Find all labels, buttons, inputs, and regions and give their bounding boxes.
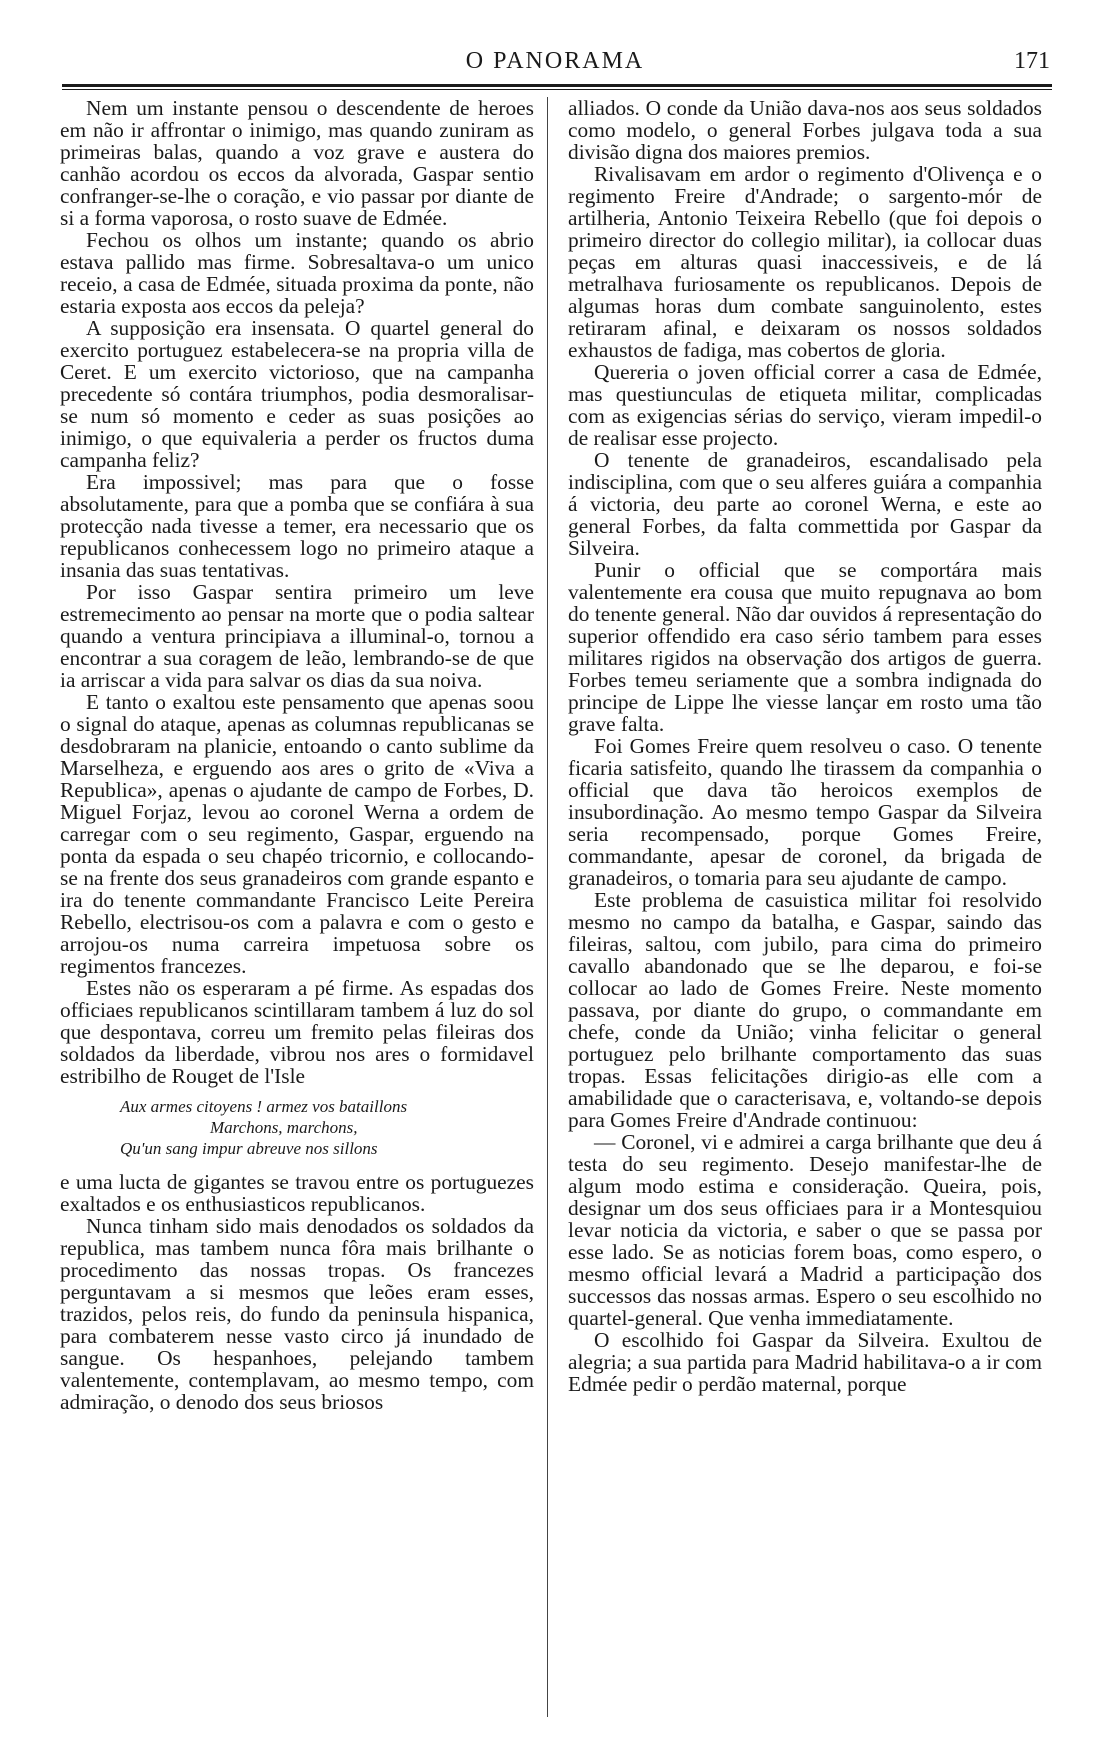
header-rule xyxy=(62,84,1052,90)
paragraph: A supposição era insensata. O quartel general do exercito portuguez estabelecera-se na propria villa de Ceret. E um exercito victorioso, que na campanha precedente só contára triumphos, podia desmoralisar-se num só momento e ceder as suas posições ao inimigo, o que equivaleria a perder os fructos duma campanha feliz? xyxy=(60,316,534,472)
paragraph: O escolhido foi Gaspar da Silveira. Exultou de alegria; a sua partida para Madrid habilitava-o a ir com Edmée pedir o perdão maternal, porque xyxy=(568,1328,1042,1396)
left-column xyxy=(60,97,534,1413)
page-header xyxy=(60,38,1050,78)
paragraph: Por isso Gaspar sentira primeiro um leve estremecimento ao pensar na morte que o podia saltear quando a ventura principiava a illuminal-o, tornou a encontrar a sua coragem de leão, lembrando-se de que ia arriscar a vida para salvar os dias da sua noiva. xyxy=(60,580,534,692)
page-number: 171 xyxy=(1014,48,1050,74)
verse-quote xyxy=(60,1096,534,1159)
paragraph: Estes não os esperaram a pé firme. As espadas dos officiaes republicanos scintillaram tambem á luz do sol que despontava, correu um fremito pelas fileiras dos soldados da liberdade, vibrou nos ares o formidavel estribilho de Rouget de l'Isle xyxy=(60,976,534,1088)
paragraph: Quereria o joven official correr a casa de Edmée, mas questiunculas de etiqueta militar, complicadas com as exigencias sérias do serviço, vieram impedil-o de realisar esse projecto. xyxy=(568,360,1042,450)
verse-line: Marchons, marchons, xyxy=(210,1118,358,1137)
running-head: O PANORAMA xyxy=(465,48,645,74)
paragraph: E tanto o exaltou este pensamento que apenas soou o signal do ataque, apenas as columnas republicanas se desdobraram na planicie, entoando o canto sublime da Marselheza, e erguendo aos ares o grito de «Viva a Republica», apenas o ajudante de campo de Forbes, D. Miguel Forjaz, levou ao coronel Werna a ordem de carregar com o seu regimento, Gaspar, erguendo na ponta da espada o seu chapéo tricornio, e collocando-se na frente dos seus granadeiros com grande espanto e ira do tenente commandante Francisco Leite Pereira Rebello, electrisou-os com a palavra e com o gesto e arrojou-os numa carreira impetuosa sobre os regimentos francezes. xyxy=(60,690,534,978)
paragraph: Punir o official que se comportára mais valentemente era cousa que muito repugnava ao bom do tenente general. Não dar ouvidos á representação do superior offendido era caso sério tambem para esses militares rigidos na observação dos artigos de guerra. Forbes temeu seriamente que a sombra indignada do principe de Lippe lhe viesse lançar em rosto uma tão grave falta. xyxy=(568,558,1042,736)
right-column xyxy=(568,97,1042,1395)
paragraph: Fechou os olhos um instante; quando os abrio estava pallido mas firme. Sobresaltava-o um unico receio, a casa de Edmée, situada proxima da ponte, não estaria exposta aos eccos da peleja? xyxy=(60,228,534,318)
verse-line: Aux armes citoyens ! armez vos bataillons xyxy=(120,1097,408,1116)
column-divider xyxy=(547,97,548,1717)
paragraph: e uma lucta de gigantes se travou entre os portuguezes exaltados e os enthusiasticos republicanos. xyxy=(60,1170,534,1216)
paragraph: Nem um instante pensou o descendente de heroes em não ir affrontar o inimigo, mas quando zuniram as primeiras balas, quando a voz grave e austera do canhão acordou os eccos da alvorada, Gaspar sentio confranger-se-lhe o coração, e vio passar por diante de si a forma vaporosa, o rosto suave de Edmée. xyxy=(60,96,534,230)
paragraph: O tenente de granadeiros, escandalisado pela indisciplina, com que o seu alferes guiára a companhia á victoria, deu parte ao coronel Werna, e este ao general Forbes, da falta commettida por Gaspar da Silveira. xyxy=(568,448,1042,560)
paragraph: Nunca tinham sido mais denodados os soldados da republica, mas tambem nunca fôra mais brilhante o procedimento das nossas tropas. Os francezes perguntavam a si mesmos que leões eram esses, trazidos, pelos reis, do fundo da peninsula hispanica, para combaterem nesse vasto circo já inundado de sangue. Os hespanhoes, pelejando tambem valentemente, contemplavam, ao mesmo tempo, com admiração, o denodo dos seus briosos xyxy=(60,1214,534,1414)
paragraph: Rivalisavam em ardor o regimento d'Olivença e o regimento Freire d'Andrade; o sargento-mór de artilheria, Antonio Teixeira Rebello (que foi depois o primeiro director do collegio militar), ia collocar duas peças em alturas quasi inaccessiveis, e de lá metralhava furiosamente os republicanos. Depois de algumas horas dum combate sanguinolento, estes retiraram afinal, e deixaram os nossos soldados exhaustos de fadiga, mas cobertos de gloria. xyxy=(568,162,1042,362)
paragraph: alliados. O conde da União dava-nos aos seus soldados como modelo, o general Forbes julgava toda a sua divisão digna dos maiores premios. xyxy=(568,96,1042,164)
paragraph: — Coronel, vi e admirei a carga brilhante que deu á testa do seu regimento. Desejo manifestar-lhe de algum modo estima e consideração. Queira, pois, designar um dos seus officiaes para ir a Montesquiou levar noticia da victoria, e saber o que se passa por esse lado. Se as noticias forem boas, como espero, o mesmo official levará a Madrid a participação dos successos das nossas armas. Espero o seu escolhido no quartel-general. Que venha immediatamente. xyxy=(568,1130,1042,1330)
paragraph: Era impossivel; mas para que o fosse absolutamente, para que a pomba que se confiára à sua protecção nada tivesse a temer, era necessario que os republicanos conhecessem logo no primeiro ataque a insania das suas tentativas. xyxy=(60,470,534,582)
verse-line: Qu'un sang impur abreuve nos sillons xyxy=(120,1139,378,1158)
paragraph: Este problema de casuistica militar foi resolvido mesmo no campo da batalha, e Gaspar, saindo das fileiras, saltou, com jubilo, para cima do primeiro cavallo abandonado que se lhe deparou, e foi-se collocar ao lado de Gomes Freire. Neste momento passava, por diante do grupo, o commandante em chefe, conde da União; vinha felicitar o general portuguez pelo brilhante comportamento das suas tropas. Essas felicitações dirigio-as elle com a amabilidade que o caracterisava, e, voltando-se depois para Gomes Freire d'Andrade continuou: xyxy=(568,888,1042,1132)
paragraph: Foi Gomes Freire quem resolveu o caso. O tenente ficaria satisfeito, quando lhe tirassem da companhia o official que dava tão heroicos exemplos de insubordinação. Ao mesmo tempo Gaspar da Silveira seria recompensado, porque Gomes Freire, commandante, apesar de coronel, da brigada de granadeiros, o tomaria para seu ajudante de campo. xyxy=(568,734,1042,890)
